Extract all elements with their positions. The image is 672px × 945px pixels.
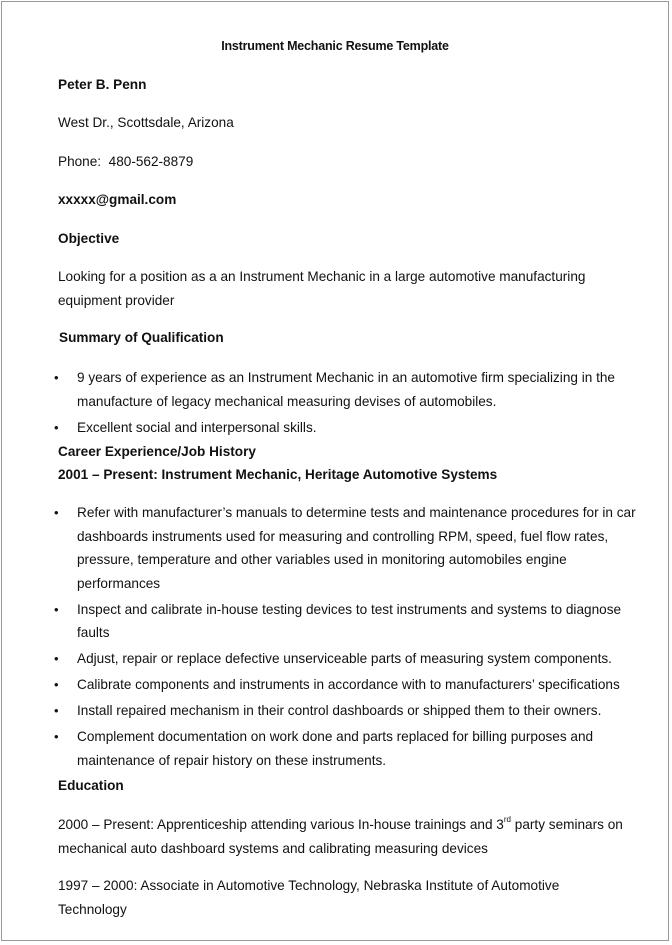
bullet-icon: •: [54, 419, 59, 435]
candidate-name: Peter B. Penn: [58, 77, 147, 92]
phone-line: Phone: 480-562-8879: [58, 154, 194, 169]
summary-list: [54, 366, 638, 442]
bullet-icon: •: [54, 677, 59, 692]
bullet-icon: •: [54, 729, 59, 744]
job-title: 2001 – Present: Instrument Mechanic, Heritage Automotive Systems: [58, 467, 498, 482]
email-line: xxxxx@gmail.com: [58, 192, 177, 207]
list-item: • Calibrate components and instruments in accordance with to manufacturers’ specifications: [58, 673, 638, 697]
summary-heading: Summary of Qualification: [59, 330, 224, 345]
bullet-icon: •: [54, 703, 59, 718]
resume-page: [1, 1, 669, 941]
bullet-icon: •: [54, 601, 59, 617]
bullet-icon: •: [54, 505, 59, 520]
list-item: • Complement documentation on work done and parts replaced for billing purposes and maintenance of repair history on these instruments.: [58, 725, 638, 772]
career-list: [54, 501, 638, 775]
list-item: • Install repaired mechanism in their control dashboards or shipped them to their owners.: [58, 699, 638, 723]
document-title: Instrument Mechanic Resume Template: [221, 39, 449, 53]
list-item: • Adjust, repair or replace defective unserviceable parts of measuring system components.: [58, 647, 638, 671]
objective-heading: Objective: [58, 231, 120, 246]
list-item: • Excellent social and interpersonal skills.: [58, 416, 638, 440]
bullet-icon: •: [54, 651, 59, 666]
list-item: • Inspect and calibrate in-house testing devices to test instruments and systems to diagnose faults: [58, 598, 638, 645]
objective-text: Looking for a position as a an Instrument Mechanic in a large automotive manufacturing equipment provider: [58, 269, 586, 308]
list-item: • 9 years of experience as an Instrument Mechanic in an automotive firm specializing in the manufacture of legacy mechanical measuring devises of automobiles.: [58, 366, 638, 413]
bullet-icon: •: [54, 370, 59, 385]
list-item: • Refer with manufacturer’s manuals to determine tests and maintenance procedures for in car dashboards instruments used for measuring and controlling RPM, speed, fuel flow rates, pressure, temperature and other variables used in monitoring automobiles engine performances: [58, 501, 638, 595]
education-entry-2: 1997 – 2000: Associate in Automotive Technology, Nebraska Institute of Automotive Technology: [58, 878, 560, 917]
education-entry-1: 2000 – Present: Apprenticeship attending various In-house trainings and 3rd party seminars on mechanical auto dashboard systems and calibrating measuring devices: [58, 815, 623, 856]
ordinal-suffix: rd: [503, 815, 511, 825]
career-heading: Career Experience/Job History: [58, 444, 256, 459]
address-line: West Dr., Scottsdale, Arizona: [58, 115, 234, 130]
education-heading: Education: [58, 778, 124, 793]
